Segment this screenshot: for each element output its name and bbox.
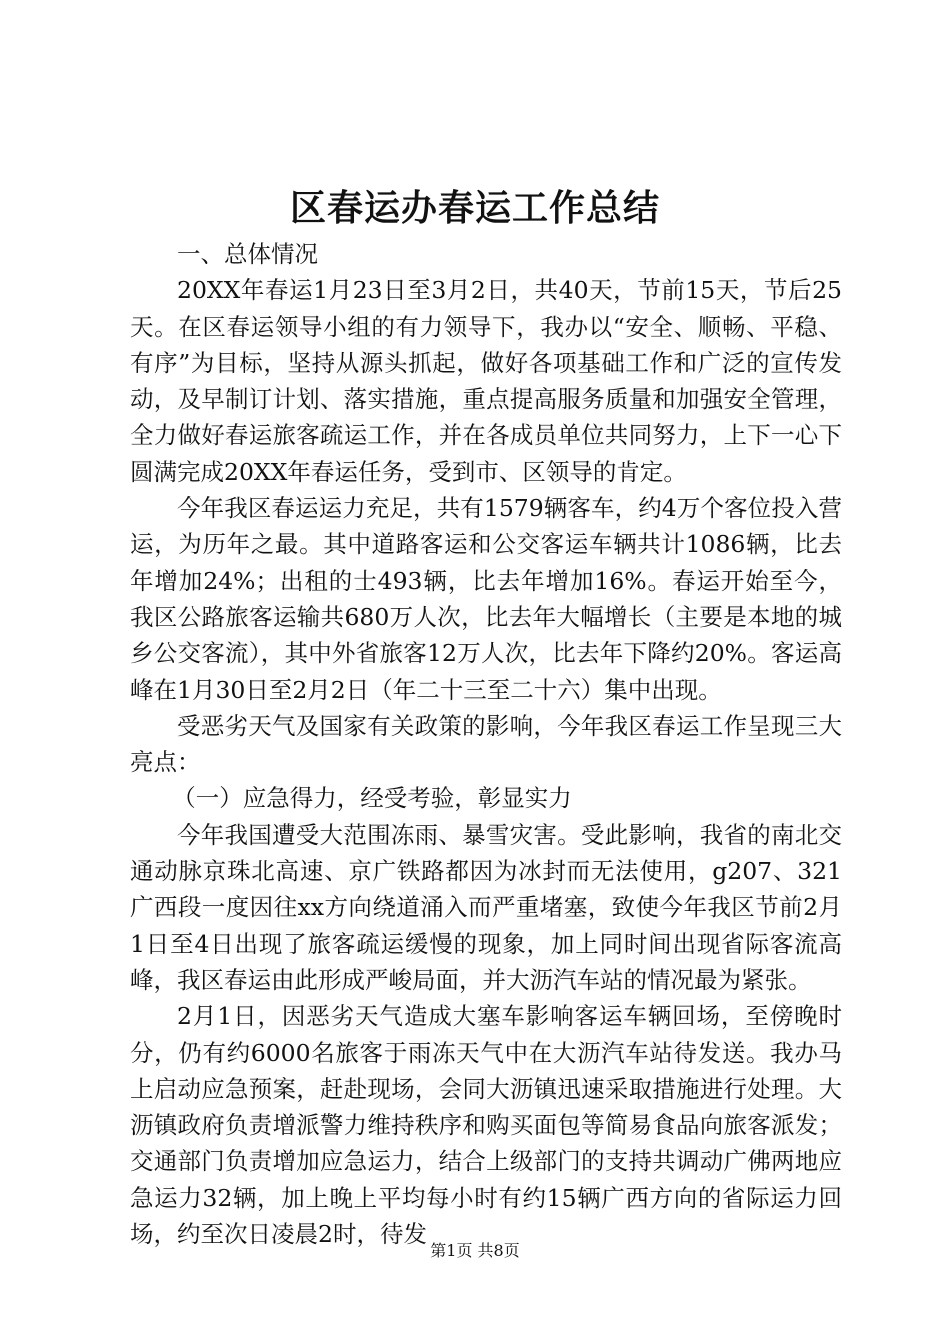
document-body	[130, 236, 842, 1252]
page-footer: 第1页 共8页	[430, 1241, 520, 1260]
paragraph: 2月1日，因恶劣天气造成大塞车影响客运车辆回场，至傍晚时分，仍有约6000名旅客于雨冻天气中在大沥汽车站待发送。我办马上启动应急预案，赶赴现场，会同大沥镇迅速采取措施进行处理。大沥镇政府负责增派警力维持秩序和购买面包等简易食品向旅客派发；交通部门负责增加应急运力，结合上级部门的支持共调动广佛两地应急运力32辆，加上晚上平均每小时有约15辆广西方向的省际运力回场，约至次日凌晨2时，待发	[130, 1002, 842, 1249]
page-title: 区春运办春运工作总结	[289, 187, 660, 229]
paragraph: 受恶劣天气及国家有关政策的影响，今年我区春运工作呈现三大亮点：	[130, 711, 842, 777]
sub-heading: （一）应急得力，经受考验，彰显实力	[172, 784, 572, 813]
paragraph: 今年我国遭受大范围冻雨、暴雪灾害。受此影响，我省的南北交通动脉京珠北高速、京广铁路都因为冰封而无法使用，g207、321广西段一度因往xx方向绕道涌入而严重堵塞，致使今年我区节前2月1日至4日出现了旅客疏运缓慢的现象，加上同时间出现省际客流高峰，我区春运由此形成严峻局面，并大沥汽车站的情况最为紧张。	[130, 820, 842, 994]
paragraph: 20XX年春运1月23日至3月2日，共40天，节前15天，节后25天。在区春运领导小组的有力领导下，我办以“安全、顺畅、平稳、有序”为目标，坚持从源头抓起，做好各项基础工作和广泛的宣传发动，及早制订计划、落实措施，重点提高服务质量和加强安全管理，全力做好春运旅客疏运工作，并在各成员单位共同努力，上下一心下圆满完成20XX年春运任务，受到市、区领导的肯定。	[130, 276, 842, 486]
paragraph: 今年我区春运运力充足，共有1579辆客车，约4万个客位投入营运，为历年之最。其中道路客运和公交客运车辆共计1086辆，比去年增加24%；出租的士493辆，比去年增加16%。春运开始至今，我区公路旅客运输共680万人次，比去年大幅增长（主要是本地的城乡公交客流），其中外省旅客12万人次，比去年下降约20%。客运高峰在1月30日至2月2日（年二十三至二十六）集中出现。	[130, 494, 842, 704]
section-heading: 一、总体情况	[177, 240, 318, 268]
